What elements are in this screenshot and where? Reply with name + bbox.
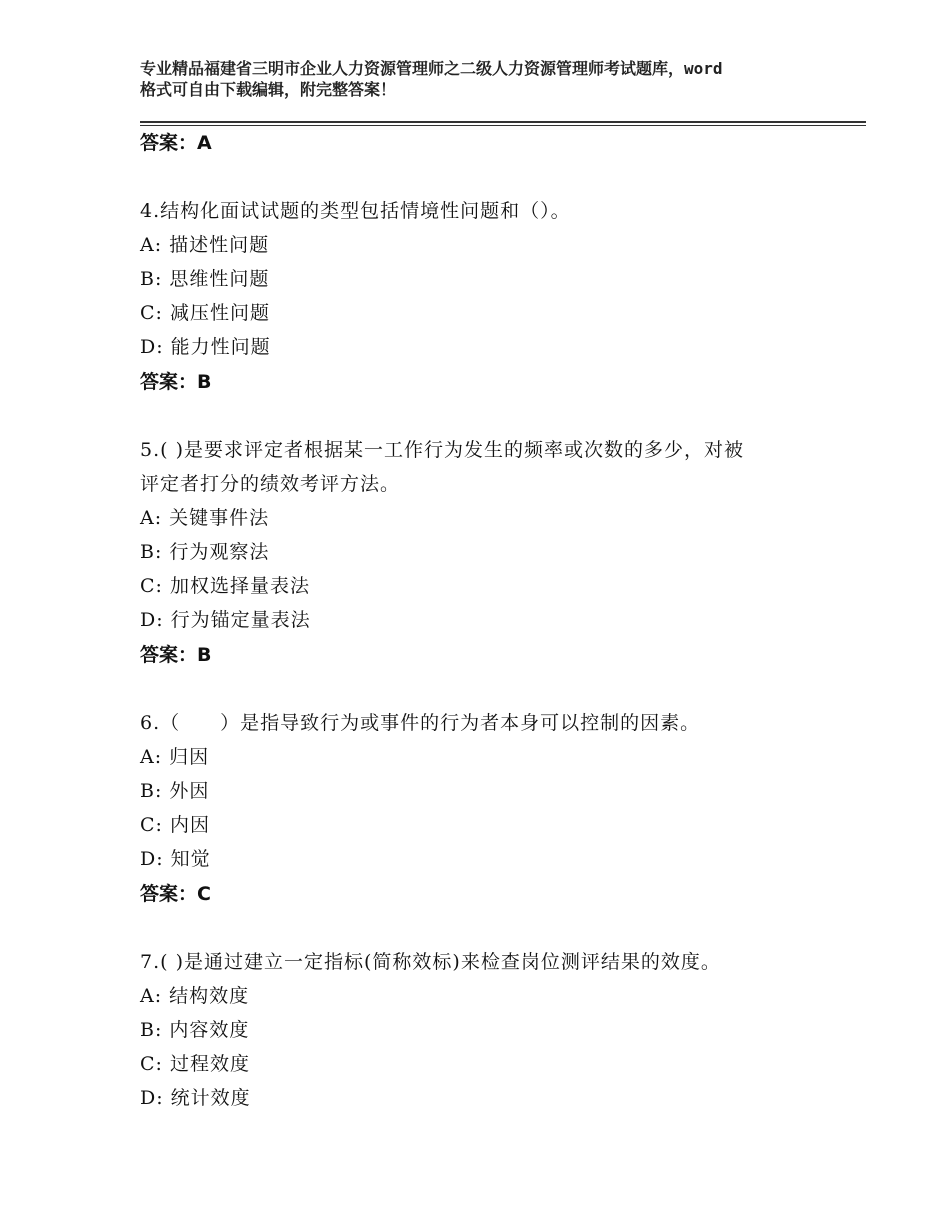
question-6-answer: 答案：C [140,883,211,905]
question-6-option-c: C: 内因 [140,814,210,836]
question-7-option-c: C: 过程效度 [140,1053,250,1075]
question-5-stem-line-1: 5.( )是要求评定者根据某一工作行为发生的频率或次数的多少，对被 [140,439,744,461]
question-6-option-a: A: 归因 [140,746,210,768]
question-4-option-b: B: 思维性问题 [140,268,270,290]
question-7-option-d: D: 统计效度 [140,1087,251,1109]
question-4-option-a: A: 描述性问题 [140,234,270,256]
header-line-2: 格式可自由下载编辑，附完整答案！ [140,80,397,99]
question-6-option-b: B: 外因 [140,780,210,802]
question-6-stem: 6.（ ）是指导致行为或事件的行为者本身可以控制的因素。 [140,712,701,734]
question-7-option-b: B: 内容效度 [140,1019,250,1041]
document-header [140,58,830,100]
question-4-option-d: D: 能力性问题 [140,336,271,358]
question-7-stem: 7.( )是通过建立一定指标(简称效标)来检查岗位测评结果的效度。 [140,951,721,973]
question-5-option-a: A: 关键事件法 [140,507,270,529]
question-4-answer: 答案：B [140,371,212,393]
header-line-1: 专业精品福建省三明市企业人力资源管理师之二级人力资源管理师考试题库，word [140,59,723,78]
question-5-stem-line-2: 评定者打分的绩效考评方法。 [140,473,401,495]
header-rule-thick [140,121,866,123]
question-4-option-c: C: 减压性问题 [140,302,270,324]
question-6-option-d: D: 知觉 [140,848,211,870]
question-7-option-a: A: 结构效度 [140,985,250,1007]
question-5-answer: 答案：B [140,644,212,666]
header-rule-thin [140,125,866,126]
question-5-option-c: C: 加权选择量表法 [140,575,310,597]
previous-answer: 答案：A [140,132,212,154]
question-5-option-d: D: 行为锚定量表法 [140,609,311,631]
question-4-stem: 4.结构化面试试题的类型包括情境性问题和（）。 [140,200,571,222]
question-5-option-b: B: 行为观察法 [140,541,270,563]
